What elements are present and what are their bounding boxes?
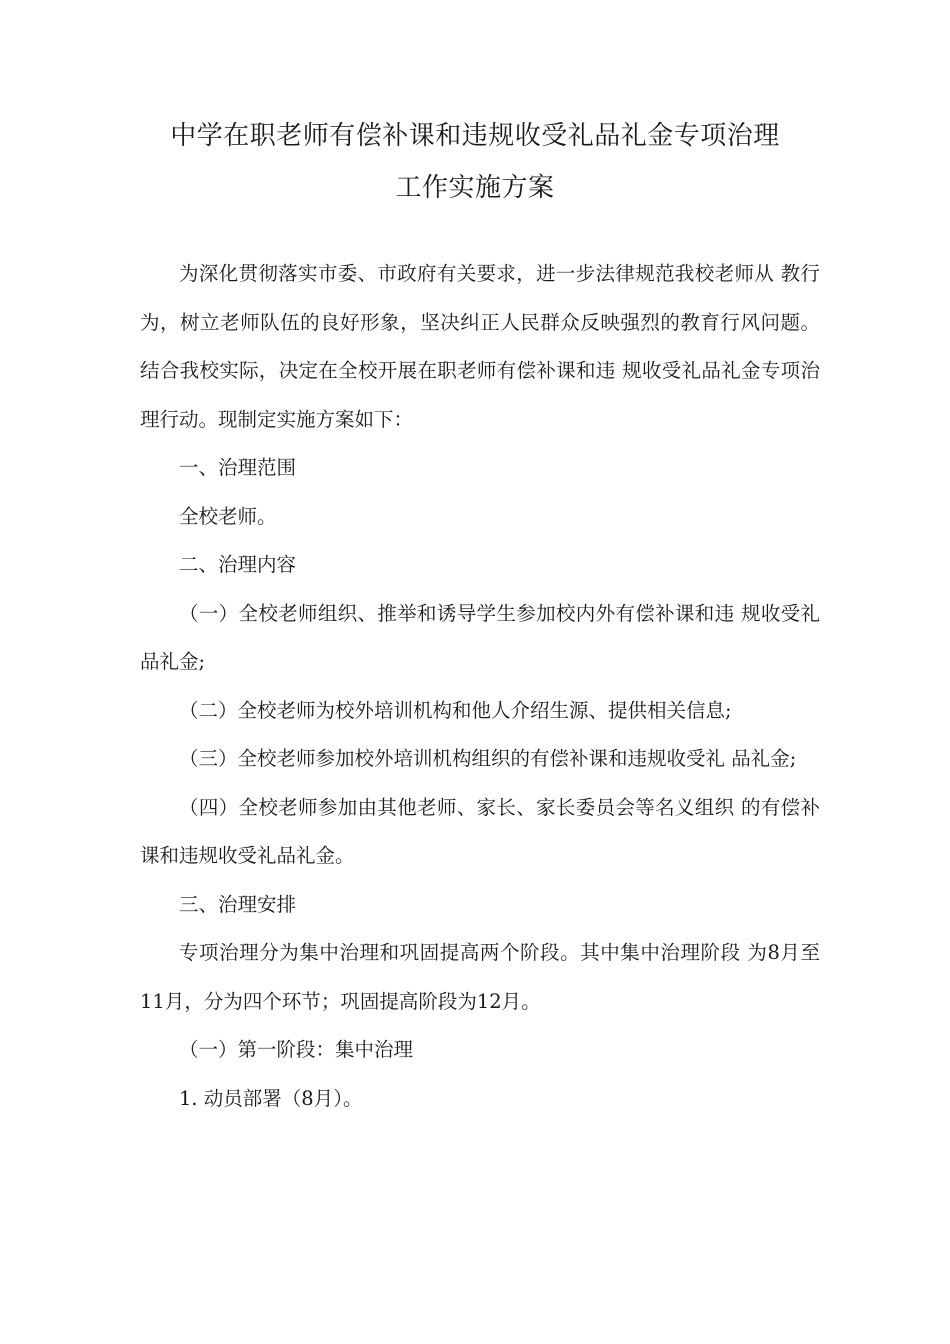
scope-paragraph: 全校老师。 <box>179 504 277 528</box>
section-heading-content: 二、治理内容 <box>179 553 297 576</box>
content-item-4: （四）全校老师参加由其他老师、家长、家长委员会等名义组织 的有偿补课和违规收受礼品礼金。 <box>140 795 820 867</box>
title-line-1: 中学在职老师有偿补课和违规收受礼品礼金专项治理 <box>170 121 780 151</box>
document-title <box>100 110 850 214</box>
document-body <box>140 250 820 1123</box>
section-heading-arrangement: 三、治理安排 <box>179 892 297 916</box>
content-item-2: （二）全校老师为校外培训机构和他人介绍生源、提供相关信息; <box>179 698 732 722</box>
intro-paragraph: 为深化贯彻落实市委、市政府有关要求，进一步法律规范我校老师从 教行为，树立老师队伍的良好形象，坚决纠正人民群众反映强烈的教育行风问题。结合我校实际，决定在全校开展在职老师有偿补课和违 规收受礼品礼金专项治理行动。现制定实施方案如下： <box>140 262 820 431</box>
content-item-3: （三）全校老师参加校外培训机构组织的有偿补课和违规收受礼 品礼金; <box>179 747 797 770</box>
content-item-1: （一）全校老师组织、推举和诱导学生参加校内外有偿补课和违 规收受礼品礼金; <box>140 601 820 673</box>
step-item-1: 1. 动员部署（8月）。 <box>179 1086 363 1110</box>
title-line-2: 工作实施方案 <box>395 173 555 203</box>
arrangement-paragraph: 专项治理分为集中治理和巩固提高两个阶段。其中集中治理阶段 为8月至11月，分为四个环节；巩固提高阶段为12月。 <box>140 941 820 1013</box>
section-heading-scope: 一、治理范围 <box>179 456 297 479</box>
phase-heading-1: （一）第一阶段：集中治理 <box>179 1038 414 1061</box>
